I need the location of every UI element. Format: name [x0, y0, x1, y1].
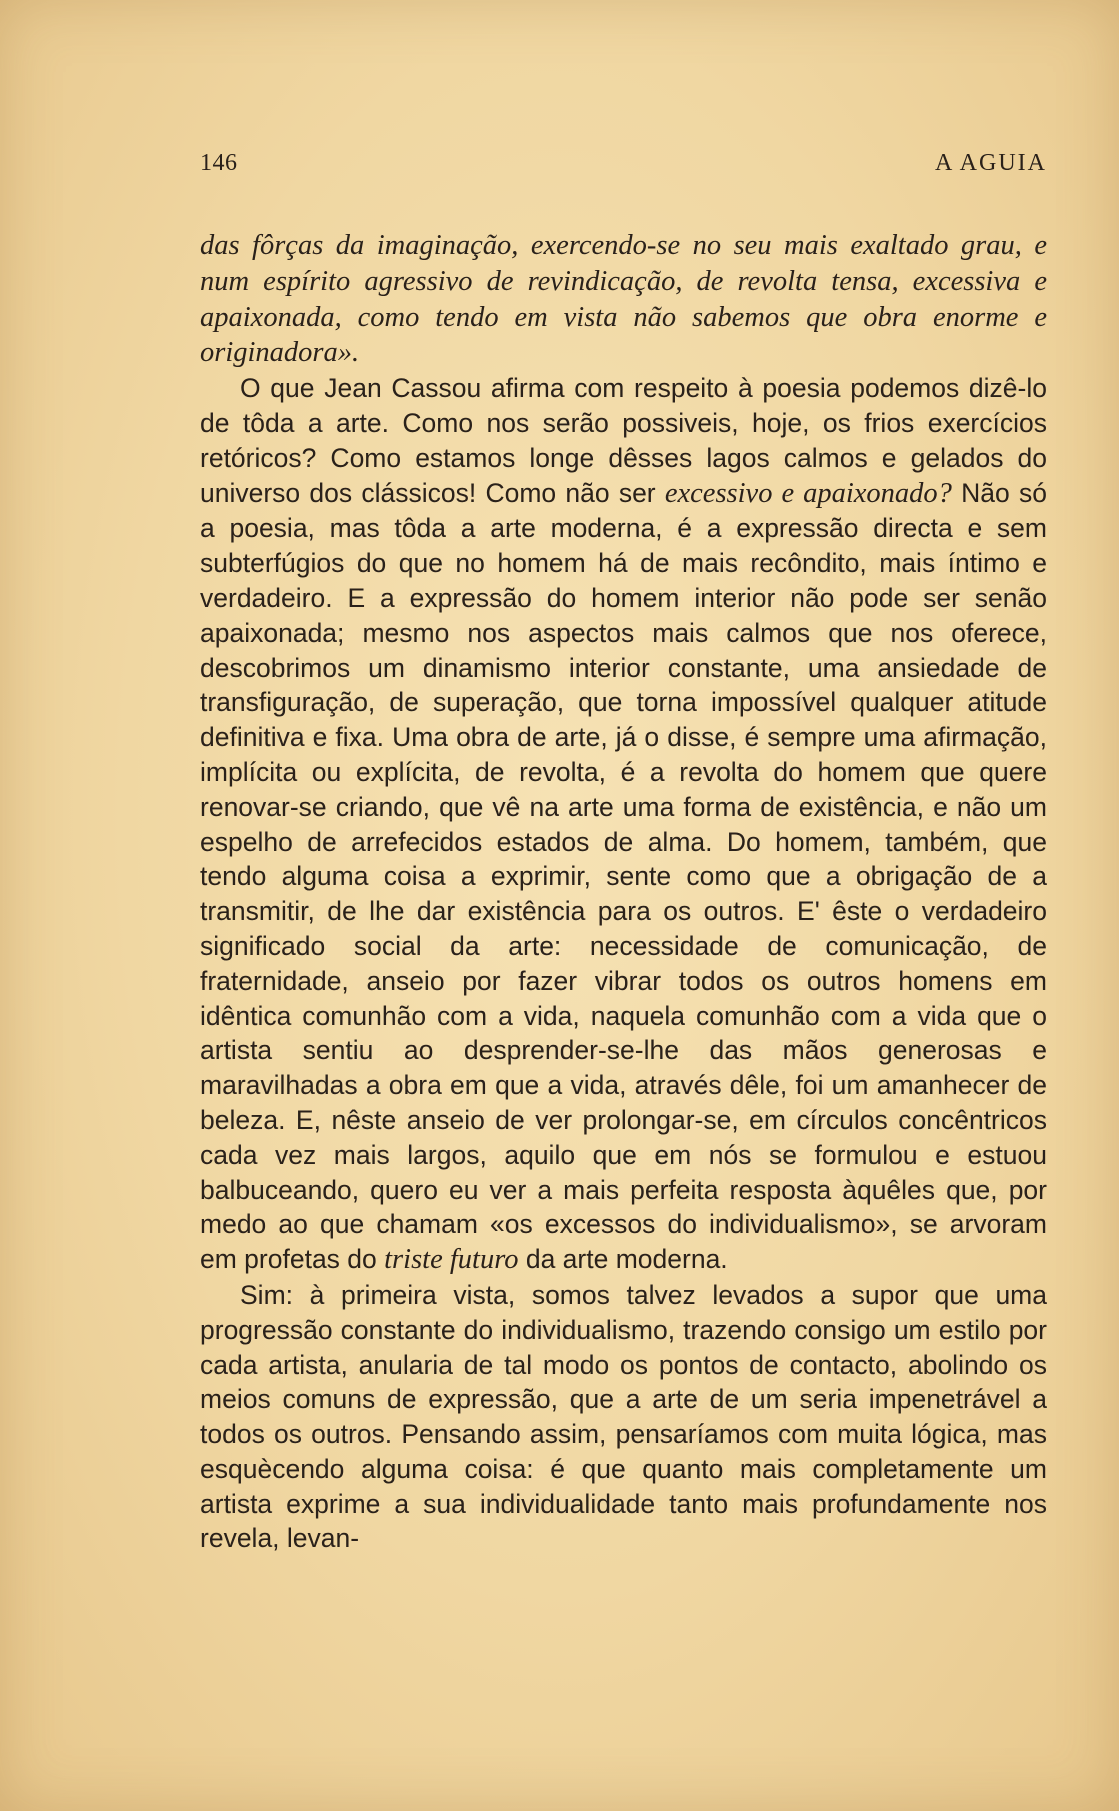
paragraph-quote-end [200, 228, 1047, 371]
text-run-italic: excessivo e apaixonado? [664, 477, 952, 509]
text-run: O que Jean Cassou afirma com respeito à poesia podemos dizê-lo de tôda a arte. Como nos serão possiveis, hoje, os frios exercícios retóricos? Como estamos longe dêsses lagos calmos e gelados do universo dos clássicos! Como não ser [200, 373, 1047, 508]
paragraph-cassou [200, 371, 1047, 1278]
body-text [200, 228, 1047, 1556]
paragraph-sim [200, 1278, 1047, 1556]
text-run: Não só a poesia, mas tôda a arte moderna, é a expressão directa e sem subterfúgios do que no homem há de mais recôndito, mais íntimo e verdadeiro. E a expressão do homem interior não pode ser senão apaixonada; mesmo nos aspectos mais calmos que nos oferece, descobrimos um dinamismo interior constante, uma ansiedade de transfiguração, de superação, que torna impossível qualquer atitude definitiva e fixa. Uma obra de arte, já o disse, é sempre uma afirmação, implícita ou explícita, de revolta, é a revolta do homem que quere renovar-se criando, que vê na arte uma forma de existência, e não um espelho de arrefecidos estados de alma. Do homem, também, que tendo alguma coisa a exprimir, sente como que a obrigação de a transmitir, de lhe dar existência para os outros. E' êste o verdadeiro significado social da arte: necessidade de comunicação, de fraternidade, anseio por fazer vibrar todos os outros homens em idêntica comunhão com a vida, naquela comunhão com a vida que o artista sentiu ao desprender-se-lhe das mãos generosas e maravilhadas a obra em que a vida, através dêle, foi um amanhecer de beleza. E, nêste anseio de ver prolongar-se, em círculos concêntricos cada vez mais largos, aquilo que em nós se formulou e estuou balbuceando, quero eu ver a mais perfeita resposta àquêles que, por medo ao que chamam «os excessos do individualismo», se arvoram em profetas do [200, 477, 1047, 1275]
journal-title: A AGUIA [934, 150, 1047, 176]
text-run: Sim: à primeira vista, somos talvez levados a supor que uma progressão constante do individualismo, trazendo consigo um estilo por cada artista, anularia de tal modo os pontos de contacto, abolindo os meios comuns de expressão, que a arte de um seria impenetrável a todos os outros. Pensando assim, pensaríamos com muita lógica, mas esquècendo alguma coisa: é que quanto mais completamente um artista exprime a sua individualidade tanto mais profundamente nos revela, levan- [200, 1279, 1047, 1554]
page-number: 146 [200, 150, 238, 176]
text-run-italic: das fôrças da imaginação, exercendo-se no seu mais exaltado grau, e num espírito agressivo de revindicação, de revolta tensa, excessiva e apaixonada, como tendo em vista não sabemos que obra enorme e originadora». [200, 230, 1047, 369]
text-run: da arte moderna. [518, 1244, 728, 1275]
running-head [200, 150, 1047, 180]
text-run-italic: triste futuro [384, 1244, 519, 1276]
